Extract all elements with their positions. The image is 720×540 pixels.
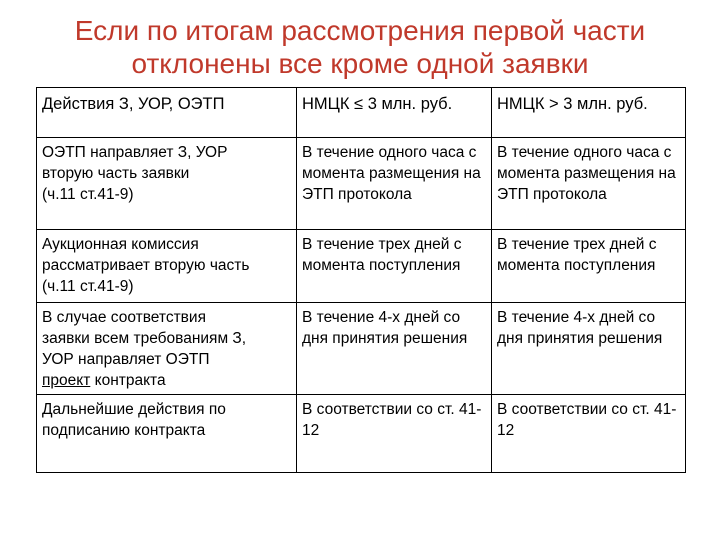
- action-line: рассматривает вторую часть: [42, 257, 250, 274]
- slide-title: [0, 14, 720, 80]
- action-line: [42, 370, 292, 391]
- table-row: [37, 230, 686, 303]
- table-row: [37, 395, 686, 473]
- slide-title-line-1: Если по итогам рассмотрения первой части: [74, 15, 646, 46]
- header-cell-actions: Действия З, УОР, ОЭТП: [37, 88, 297, 138]
- deadline-cell-low: В течение трех дней с момента поступления: [297, 230, 492, 303]
- header-cell-nmck-le-3: НМЦК ≤ 3 млн. руб.: [297, 88, 492, 138]
- action-line: вторую часть заявки: [42, 165, 190, 182]
- table-row: [37, 303, 686, 395]
- action-line-tail: контракта: [90, 372, 166, 389]
- action-line: заявки всем требованиям З,: [42, 330, 247, 347]
- action-cell: [37, 395, 297, 473]
- underlined-word: проект: [42, 372, 91, 389]
- deadline-cell-low: В течение одного часа с момента размещения на ЭТП протокола: [297, 138, 492, 230]
- deadline-cell-high: В течение 4-х дней со дня принятия решения: [492, 303, 686, 395]
- deadline-cell-high: В течение трех дней с момента поступления: [492, 230, 686, 303]
- slide-title-line-2: отклонены все кроме одной заявки: [131, 48, 589, 79]
- action-line: ОЭТП направляет З, УОР: [42, 144, 228, 161]
- deadline-cell-high: В соответствии со ст. 41-12: [492, 395, 686, 473]
- action-cell: [37, 138, 297, 230]
- deadline-cell-high: В течение одного часа с момента размещения на ЭТП протокола: [492, 138, 686, 230]
- table-header-row: [37, 88, 686, 138]
- action-line: Аукционная комиссия: [42, 236, 199, 253]
- action-line: В случае соответствия: [42, 309, 206, 326]
- deadline-cell-low: В соответствии со ст. 41-12: [297, 395, 492, 473]
- deadlines-table: [36, 87, 686, 473]
- action-line: УОР направляет ОЭТП: [42, 351, 210, 368]
- action-cell: [37, 303, 297, 395]
- table-row: [37, 138, 686, 230]
- action-line: подписанию контракта: [42, 422, 206, 439]
- header-cell-nmck-gt-3: НМЦК > 3 млн. руб.: [492, 88, 686, 138]
- action-line: (ч.11 ст.41-9): [42, 278, 134, 295]
- action-line: Дальнейшие действия по: [42, 401, 226, 418]
- action-line: (ч.11 ст.41-9): [42, 186, 134, 203]
- deadline-cell-low: В течение 4-х дней со дня принятия решения: [297, 303, 492, 395]
- action-cell: [37, 230, 297, 303]
